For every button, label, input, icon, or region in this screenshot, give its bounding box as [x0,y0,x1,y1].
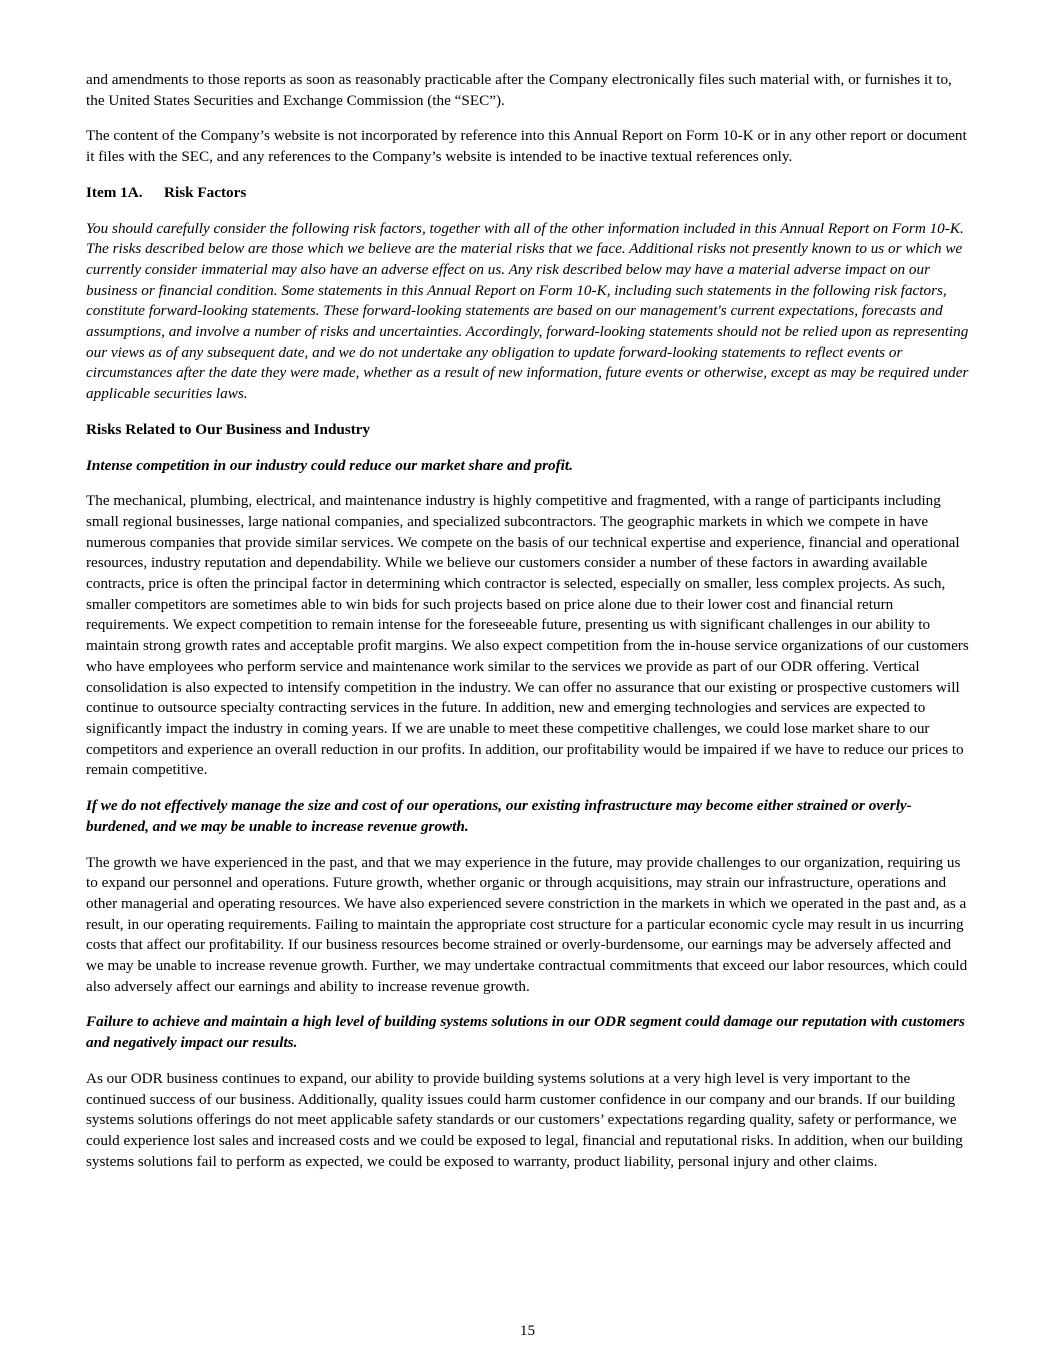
section-heading: Risks Related to Our Business and Industry [86,420,371,438]
item-title: Risk Factors [164,183,247,201]
risk-body-odr-quality: As our ODR business continues to expand, our ability to provide building systems solutions at a very high level is very important to the continued success of our business. Additionally, quality issues could harm customer confidence in our company and our brands. If our building systems solutions offerings do not meet applicable safety standards or our customers’ expectations regarding quality, safety or performance, we could experience lost sales and increased costs and we could be exposed to legal, financial and reputational risks. In addition, when our building systems solutions fail to perform as expected, we could be exposed to warranty, product liability, personal injury and other claims. [86,1069,963,1170]
item-1a-heading [86,183,972,204]
risk-body-competition: The mechanical, plumbing, electrical, and maintenance industry is highly competitive and fragmented, with a range of participants including small regional businesses, large national companies, and specialized subcontractors. The geographic markets in which we compete in have numerous companies that provide similar services. We compete on the basis of our technical expertise and experience, financial and operational resources, industry reputation and dependability. While we believe our customers consider a number of these factors in awarding available contracts, price is often the principal factor in determining which contractor is selected, especially on smaller, less complex projects. As such, smaller competitors are sometimes able to win bids for such projects based on price alone due to their lower cost and financial return requirements. We expect competition to remain intense for the foreseeable future, presenting us with significant challenges in our ability to maintain strong growth rates and acceptable profit margins. We also expect competition from the in-house service organizations of our customers who have employees who perform service and maintenance work similar to the services we provide as part of our ODR offering. Vertical consolidation is also expected to intensify competition in the industry. We can offer no assurance that our existing or prospective customers will continue to outsource specialty contracting services in the future. In addition, new and emerging technologies and services are expected to significantly impact the industry in coming years. If we are unable to meet these competitive challenges, we could lose market share to our competitors and experience an overall reduction in our profits. In addition, our profitability would be impaired if we have to reduce our prices to remain competitive. [86,492,969,779]
page-number: 15 [519,1322,536,1339]
risk-heading-odr-quality: Failure to achieve and maintain a high level of building systems solutions in our ODR segment could damage our reputation with customers and negatively impact our results. [86,1013,965,1052]
item-number: Item 1A. [86,183,143,201]
paragraph-sec-filings: and amendments to those reports as soon as reasonably practicable after the Company electronically files such material with, or furnishes it to, the United States Securities and Exchange Commission (the “SEC”). [86,71,952,109]
paragraph-website-disclaimer: The content of the Company’s website is not incorporated by reference into this Annual Report on Form 10-K or in any other report or document it files with the SEC, and any references to the Company’s website is intended to be inactive textual references only. [86,127,967,166]
risk-factors-intro: You should carefully consider the following risk factors, together with all of the other information included in this Annual Report on Form 10-K. The risks described below are those which we believe are the material risks that we face. Additional risks not presently known to us or which we currently consider immaterial may also have an adverse effect on us. Any risk described below may have a material adverse impact on our business or financial condition. Some statements in this Annual Report on Form 10-K, including such statements in the following risk factors, constitute forward-looking statements. These forward-looking statements are based on our management's current expectations, forecasts and assumptions, and involve a number of risks and uncertainties. Accordingly, forward-looking statements should not be relied upon as representing our views as of any subsequent date, and we do not undertake any obligation to update forward-looking statements to reflect events or circumstances after the date they were made, whether as a result of new information, future events or otherwise, except as may be required under applicable securities laws. [86,219,969,403]
risk-body-operations: The growth we have experienced in the past, and that we may experience in the future, may provide challenges to our organization, requiring us to expand our personnel and operations. Future growth, whether organic or through acquisitions, may strain our infrastructure, operations and other managerial and operating resources. We have also experienced severe constriction in the markets in which we operated in the past and, as a result, in our operating requirements. Failing to maintain the appropriate cost structure for a particular economic cycle may result in us incurring costs that affect our profitability. If our business resources become strained or overly-burdensome, our earnings may be adversely affected and we may be unable to increase revenue growth. Further, we may undertake contractual commitments that exceed our labor resources, which could also adversely affect our earnings and ability to increase revenue growth. [86,853,968,995]
risk-heading-competition: Intense competition in our industry could reduce our market share and profit. [86,456,573,474]
risk-heading-operations: If we do not effectively manage the size and cost of our operations, our existing infrastructure may become either strained or overly-burdened, and we may be unable to increase revenue growth. [86,797,912,835]
document-page [86,70,972,1187]
